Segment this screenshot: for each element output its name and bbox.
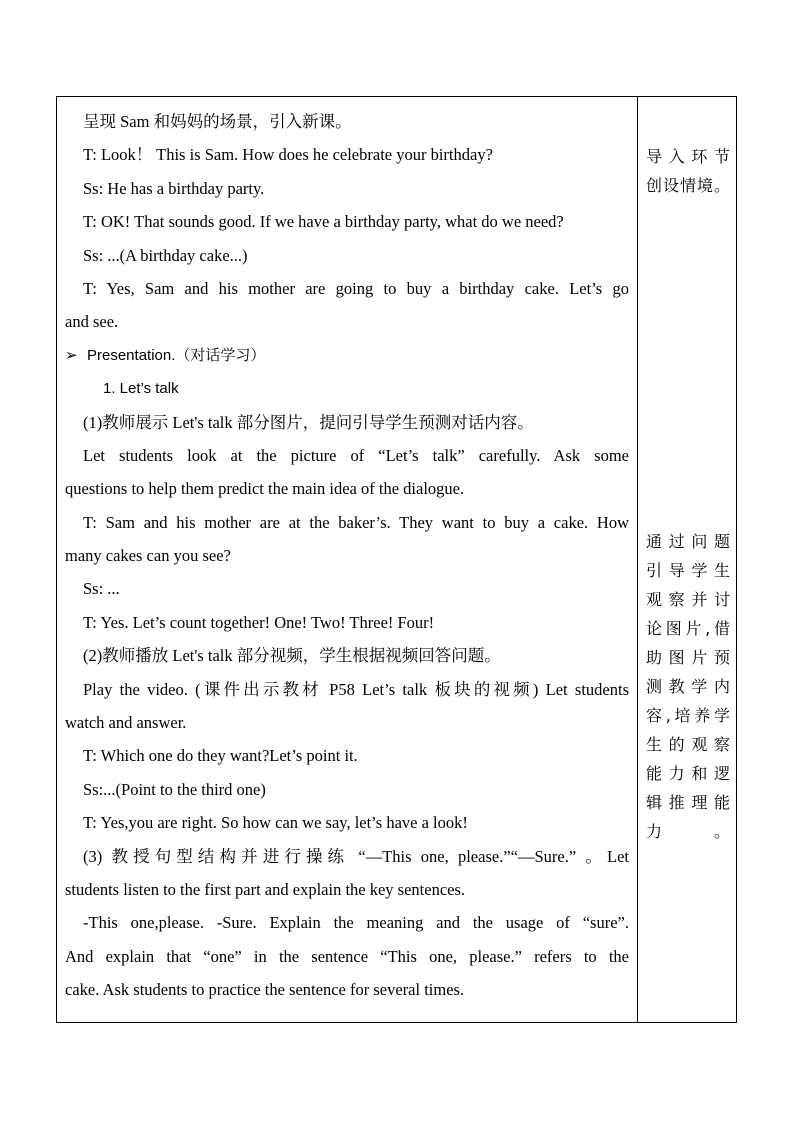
step-line: (3) 教授句型结构并进行操练 “—This one, please.”“—Sure.” 。Let xyxy=(83,846,629,866)
scene-intro-line: 呈现 Sam 和妈妈的场景，引入新课。 xyxy=(83,112,352,131)
dialogue-line: Ss:...(Point to the third one) xyxy=(83,779,266,799)
dialogue-line: and see. xyxy=(65,312,119,332)
lesson-plan-table xyxy=(56,96,737,1023)
dialogue-line: T: Which one do they want?Let’s point it. xyxy=(83,746,358,766)
note-line: 通过问题 xyxy=(646,532,730,551)
dialogue-line: many cakes can you see? xyxy=(65,546,231,566)
note-line: 能力和逻 xyxy=(646,764,730,783)
instruction-line: -This one,please. -Sure. Explain the meaning and the usage of “sure”. xyxy=(83,913,629,933)
section-heading xyxy=(65,339,629,372)
note-line: 容,培养学 xyxy=(646,706,730,725)
note-line: 导入环节 xyxy=(646,147,730,166)
note-line: 创设情境。 xyxy=(646,176,730,195)
note-line: 助图片预 xyxy=(646,648,730,667)
dialogue-line: Ss: He has a birthday party. xyxy=(83,178,265,198)
dialogue-line: T: Yes,you are right. So how can we say, let’s have a look! xyxy=(83,813,468,833)
teaching-process-cell xyxy=(57,97,637,1007)
note-line: 辑推理能 xyxy=(646,793,730,812)
instruction-line: questions to help them predict the main idea of the dialogue. xyxy=(65,479,465,499)
instruction-line: Let students look at the picture of “Let’s talk” carefully. Ask some xyxy=(83,445,629,465)
note-line: 测教学内 xyxy=(646,677,730,696)
instruction-line: Play the video. (课件出示教材 P58 Let’s talk 板块的视频) Let students xyxy=(83,679,629,699)
note-line: 力。 xyxy=(646,822,730,841)
note-line: 论图片,借 xyxy=(646,619,730,638)
dialogue-line: T: Yes, Sam and his mother are going to buy a birthday cake. Let’s go xyxy=(83,278,629,298)
design-intent-note-presentation xyxy=(638,527,736,846)
note-line: 观察并讨 xyxy=(646,590,730,609)
dialogue-line: T: OK! That sounds good. If we have a birthday party, what do we need? xyxy=(83,212,564,232)
step-line: (2)教师播放 Let's talk 部分视频，学生根据视频回答问题。 xyxy=(83,646,501,666)
instruction-line: cake. Ask students to practice the sentence for several times. xyxy=(65,980,465,1000)
dialogue-line: Ss: ... xyxy=(83,579,120,599)
step-line: (1)教师展示 Let's talk 部分图片，提问引导学生预测对话内容。 xyxy=(83,412,534,432)
design-intent-note-lead-in xyxy=(638,142,736,200)
instruction-line: And explain that “one” in the sentence “This one, please.” refers to the xyxy=(65,946,629,966)
dialogue-line: T: Sam and his mother are at the baker’s. They want to buy a cake. How xyxy=(83,512,629,532)
note-line: 引导学生 xyxy=(646,561,730,580)
instruction-line: students listen to the first part and explain the key sentences. xyxy=(65,879,466,899)
instruction-line: watch and answer. xyxy=(65,713,187,733)
subsection-heading: 1. Let’s talk xyxy=(103,380,179,398)
dialogue-line: T: Look！ This is Sam. How does he celebrate your birthday? xyxy=(83,145,493,165)
arrow-bullet-icon: ➢ xyxy=(65,345,78,364)
note-line: 生的观察 xyxy=(646,735,730,754)
section-heading-text: Presentation.（对话学习） xyxy=(87,346,266,364)
dialogue-line: Ss: ...(A birthday cake...) xyxy=(83,245,248,265)
dialogue-line: T: Yes. Let’s count together! One! Two! Three! Four! xyxy=(83,612,435,632)
